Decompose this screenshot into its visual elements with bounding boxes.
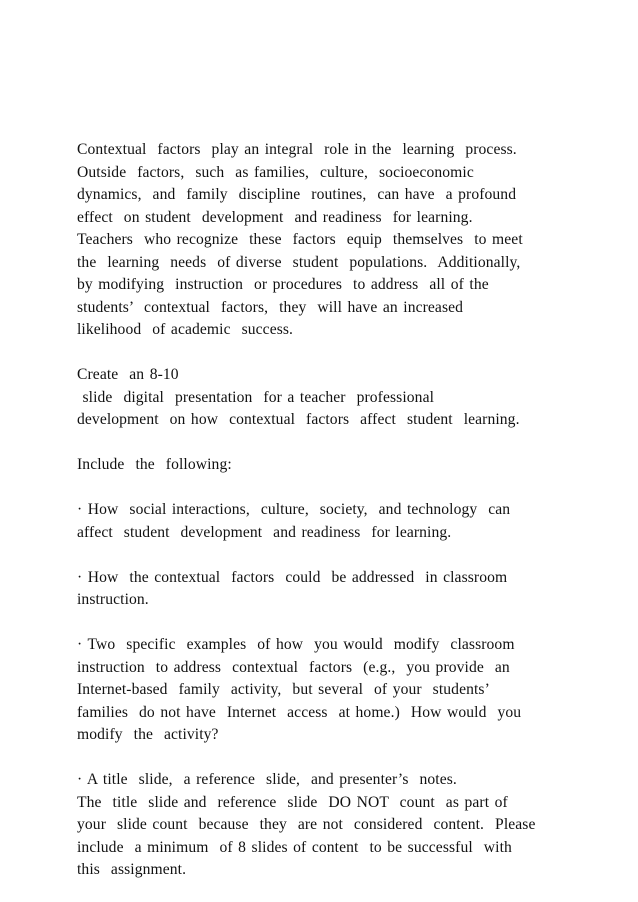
text-line: dynamics, and family discipline routines, can have a profound [77,186,517,203]
text-line: this assignment. [77,861,187,878]
paragraph-spacer [77,342,617,365]
text-line: The title slide and reference slide DO NOT count as part of [77,793,508,811]
document-body [77,139,617,882]
bullet-item-1 [77,499,617,544]
bullet-item-4 [77,769,617,882]
text-line: · Two specific examples of how you would modify classroom [77,636,515,653]
paragraph-spacer [77,477,617,500]
text-line: students’ contextual factors, they will have an increased [77,298,464,316]
include-heading: Include the following: [77,456,232,473]
text-line: Outside factors, such as families, culture, socioeconomic [77,163,474,181]
text-line: by modifying instruction or procedures to address all of the [77,276,489,293]
text-line: Teachers who recognize these factors equip themselves to meet [77,231,523,248]
text-line: development on how contextual factors affect student learning. [77,411,520,428]
bullet-item-2 [77,567,617,612]
text-line: instruction to address contextual factors (e.g., you provide an [77,658,510,676]
text-line: modify the activity? [77,726,219,743]
text-line: instruction. [77,591,149,608]
text-line: · How social interactions, culture, society, and technology can [77,501,511,518]
paragraph-spacer [77,544,617,567]
text-line: Contextual factors play an integral role in the learning process. [77,141,517,158]
text-line: affect student development and readiness for learning. [77,523,452,541]
paragraph-spacer [77,432,617,455]
text-line: Create an 8-10 [77,366,179,383]
paragraph-spacer [77,612,617,635]
text-line: effect on student development and readiness for learning. [77,208,473,226]
text-line: · How the contextual factors could be addressed in classroom [77,568,508,586]
text-line: include a minimum of 8 slides of content to be successful with [77,838,512,856]
text-line: likelihood of academic success. [77,321,294,338]
paragraph-spacer [77,747,617,770]
text-line: your slide count because they are not considered content. Please [77,816,536,833]
text-line: · A title slide, a reference slide, and presenter’s notes. [77,771,457,788]
text-line: families do not have Internet access at home.) How would you [77,703,522,721]
intro-paragraph [77,139,617,342]
text-line: the learning needs of diverse student populations. Additionally, [77,253,521,271]
text-line: slide digital presentation for a teacher professional [77,388,435,406]
bullet-item-3 [77,634,617,747]
text-line: Internet-based family activity, but several of your students’ [77,681,490,698]
task-paragraph [77,364,617,432]
